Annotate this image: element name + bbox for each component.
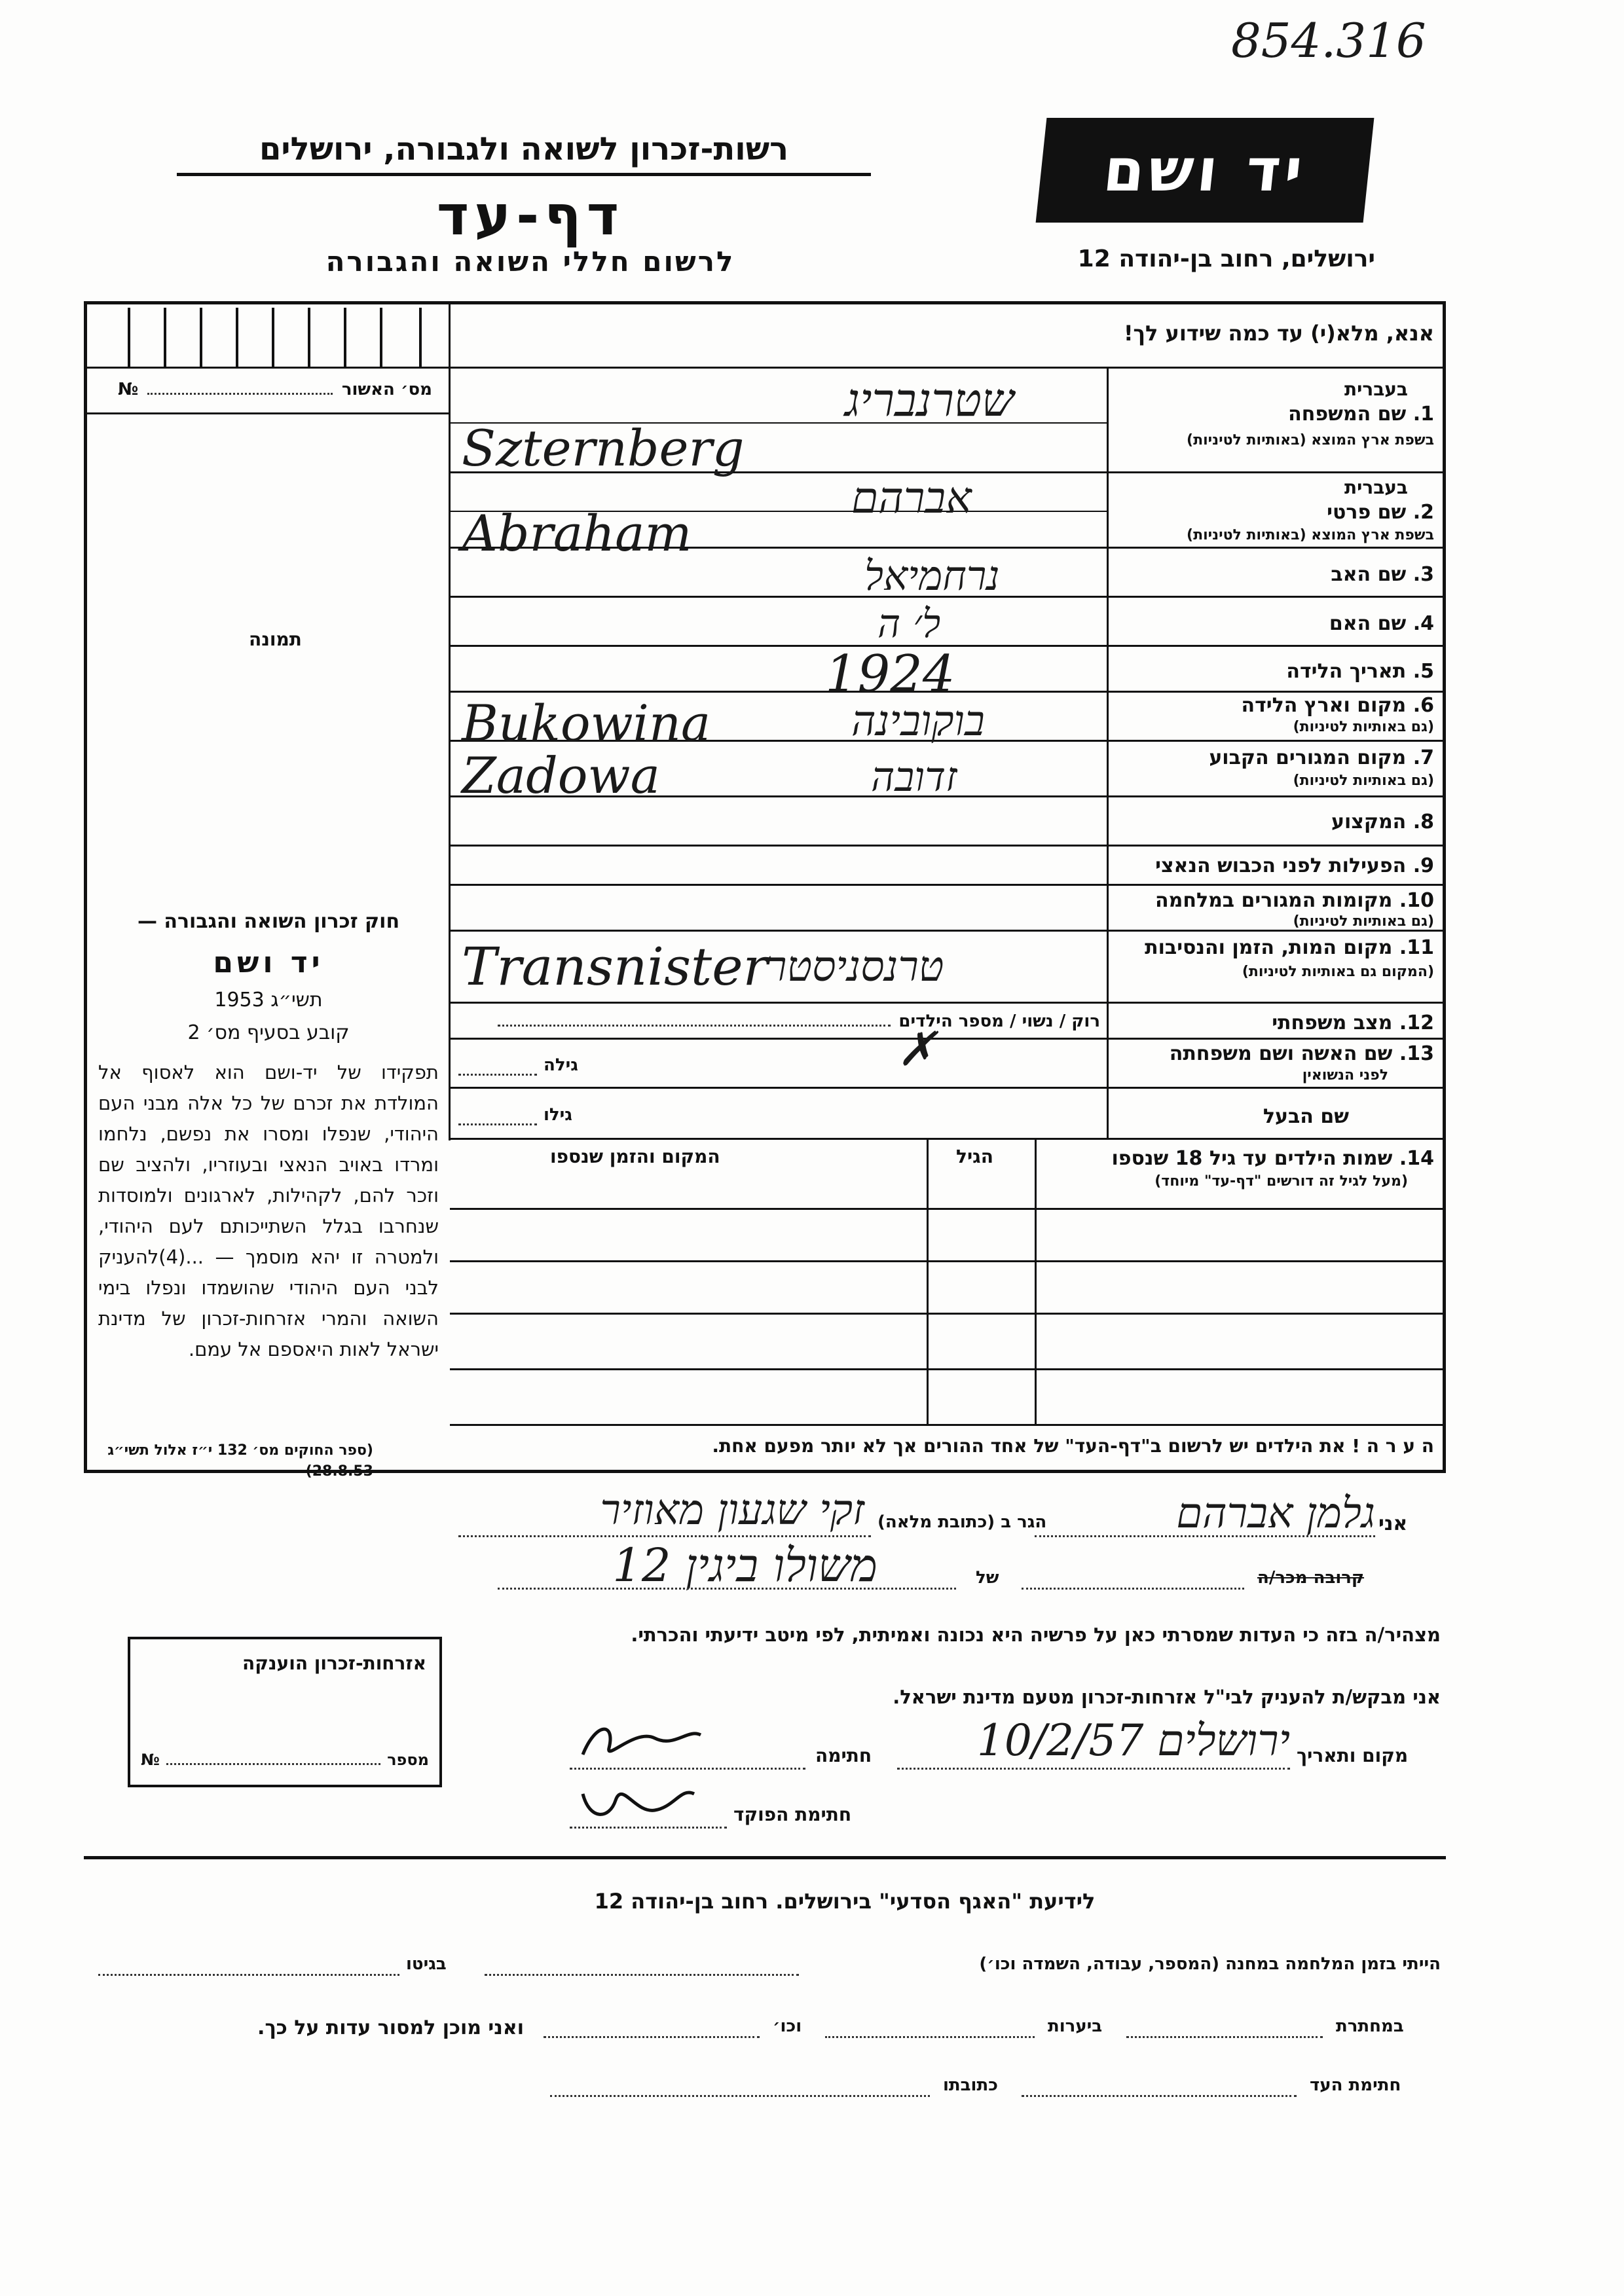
certificate-number-row[interactable] [141,1751,429,1769]
certificate-no-label: № [141,1751,160,1769]
approval-no-label: № [118,380,139,399]
wartime-residence-label: 10. מקומות המגורים במלחמה [1155,889,1434,912]
law-logo [196,943,341,982]
death-note: (המקום גם באותיות לטיניות) [1242,964,1434,980]
footer-address-label: כתובתו [943,2075,998,2095]
husband-age-label: גילו [544,1105,572,1125]
logo-text: יד ושם [1100,136,1310,205]
footer-partisans-label: ביערות [1048,2016,1103,2036]
law-clause: קובע בסעיף מס׳ 2 [187,1021,350,1044]
children-header: 14. שמות הילדים עד גיל 18 שנספו [1111,1147,1434,1170]
mother-name-label: 4. שם האם [1329,612,1434,635]
children-count-dots [498,1013,891,1027]
address-value[interactable]: זקי שגעון מאוזיר [600,1486,864,1535]
declaration-statement: מצהיר/ה בזה כי העדות שמסרתי כאן על פרשיה היא נכונה ואמיתית, לפי מיטב ידיעתי והכרתי. [631,1624,1441,1646]
mother-name-value[interactable]: ל׳ ה [877,601,941,647]
birth-place-hebrew-value[interactable]: בוקובינה [851,697,985,746]
approval-dots [147,380,333,395]
relation-value[interactable]: משולו ביגין 12 [612,1539,877,1592]
birth-place-latin-value[interactable]: Bukowina [462,694,711,752]
death-label: 11. מקום המות, הזמן והנסיבות [1145,936,1434,959]
certificate-number-dots [166,1753,380,1765]
footer-address-dots [550,2095,930,2097]
law-logo-text: יד ושם [213,945,324,979]
footer-underground-label: במחתרת [1336,2016,1404,2036]
hebrew-label-1: בעברית [1344,378,1408,400]
page-subtitle: לרשום חללי השואה והגבורה [325,246,735,278]
approval-number-field[interactable] [118,380,432,399]
officer-signature-mark [576,1774,707,1827]
law-body: תפקידו של יד-ושם הוא לאסוף אל המולדת את זכרם של כל אלה מבני העם היהודי, שנפלו ומסרו את נפשם, נלחמו ומרדו באויב הנאצי ובעוזריו, ולהציב שם וזכר להם, לקהילות, לארגונים ולמוסדות שנחרבו בגלל השתייכותם לעם היהודי, ולמטרה זו יהא מוסמך — ...(4)להעניק לבני העם היהודי שהושמדו ונפלו בימי השואה והמרי אזרחות-זכרון של מדינת ישראל לאות היאספם אל עמם. [98,1061,439,1360]
footer-camp-label: הייתי בזמן המלחמה במחנה (המספר, עבודה, השמדה וכו׳) [979,1954,1441,1974]
children-note: ה ע ר ה ! את הילדים יש לרשום ב"דף-העד" של אחד ההורים אך לא יותר מפעם אחת. [712,1435,1434,1457]
wife-age-dots [458,1074,537,1076]
family-name-latin-value[interactable]: Szternberg [462,419,745,477]
family-status-options-text: רוק / נשוי / מספר הילדים [898,1011,1100,1031]
husband-name-label: שם הבעל [1263,1105,1349,1128]
footer-camp-dots [485,1974,799,1976]
footer-title: לידיעת "האגף הסדעי" בירושלים. רחוב בן-יהודה 12 [594,1889,1096,1914]
footer-witness-signature-dots [1022,2095,1297,2097]
family-status-options[interactable] [498,1011,1100,1031]
residence-note: (גם באותיות לטיניות) [1293,773,1434,789]
wife-name-label: 13. שם האשה ושם משפחתה [1169,1042,1434,1065]
footer-partisans-dots [825,2036,1035,2038]
birth-place-label: 6. מקום וארץ הלידה [1241,694,1434,717]
footer-etc-label: וכו׳ [773,2016,802,2036]
certificate-box [128,1637,442,1787]
first-name-origin-note: בשפת ארץ המוצא (באותיות לטיניות) [1187,527,1434,543]
authority-heading: רשות-זכרון לשואה ולגבורה, ירושלים [177,131,871,176]
address: ירושלים, רחוב בן-יהודה 12 [1077,246,1375,272]
declarant-name-value[interactable]: גלמן אברהם [1176,1489,1375,1538]
children-header-note: (מעל לגיל זה דורשים "דף-עד" מיוחד) [1154,1173,1408,1190]
father-name-value[interactable]: נרחמיאל [864,552,1000,600]
declarant-label: אני [1378,1512,1408,1535]
footer-underground-dots [1126,2036,1323,2038]
residence-hebrew-value[interactable]: זדובה [871,753,957,801]
husband-age-dots [458,1123,537,1125]
law-title: חוק זכרון השואה והגבורה — [137,910,400,933]
age-column-header: הגיל [956,1146,993,1167]
footer-ghetto-dots [98,1974,399,1976]
wartime-residence-note: (גם באותיות לטיניות) [1293,913,1434,930]
residence-label: 7. מקום המגורים הקבוע [1209,746,1434,769]
of-label: של [976,1568,999,1588]
activity-label: 9. הפעילות לפני הכבוש הנאצי [1155,854,1434,877]
family-name-label: 1. שם המשפחה [1288,403,1434,426]
yad-vashem-logo [1036,118,1375,223]
family-status-mark: ✗ [897,1021,937,1076]
family-name-origin-note: בשפת ארץ המוצא (באותיות לטיניות) [1187,432,1434,448]
birth-place-note: (גם באותיות לטיניות) [1293,719,1434,735]
place-date-value[interactable]: ירושלים 10/2/57 [976,1715,1290,1766]
law-year: תשי״ג 1953 [214,989,323,1011]
address-dots [458,1535,871,1537]
footer-etc-dots [544,2036,760,2038]
family-name-hebrew-value[interactable]: שטרנבריג [845,373,1014,427]
relation-value-dots [498,1588,956,1590]
page-title: דף-עד [436,183,625,247]
first-name-latin-value[interactable]: Abraham [462,504,692,562]
place-column-header: המקום והזמן שנספו [550,1146,720,1167]
footer-witness-signature-label: חתימת העד [1310,2075,1401,2095]
certificate-title: אזרחות-זכרון הוענקה [242,1652,426,1674]
footer-ready-label: ואני מוכן למסור עדות על כך. [257,2016,524,2039]
hebrew-label-2: בעברית [1344,477,1408,498]
birth-date-value[interactable]: 1924 [825,645,955,704]
father-name-label: 3. שם האב [1331,563,1434,586]
declarant-name-dots [1035,1535,1375,1537]
death-latin-value[interactable]: Transnister [462,936,768,997]
relation-dots [1022,1588,1244,1590]
wife-name-sub: לפני הנשואין [1302,1067,1388,1084]
place-date-dots [897,1768,1290,1770]
birth-date-label: 5. תאריך הלידה [1286,660,1434,683]
intro-text: אנא, מלא(י) עד כמה שידוע לך! [1123,321,1434,346]
residence-latin-value[interactable]: Zadowa [462,746,660,805]
officer-signature-label: חתימת הפוקד [733,1804,852,1825]
wife-age-label: גילה [544,1055,578,1075]
first-name-hebrew-value[interactable]: אברהם [851,473,972,523]
family-status-label: 12. מצב משפחתי [1272,1011,1434,1034]
footer-ghetto-label: בגיטו [406,1954,447,1974]
declaration-request: אני מבקש/ת להעניק לבי"ל אזרחות-זכרון מטעם מדינת ישראל. [893,1686,1441,1708]
signature-mark [576,1715,707,1768]
signature-label: חתימה [815,1745,872,1766]
profession-label: 8. המקצוע [1331,811,1434,833]
certificate-number-label: מספר [387,1751,429,1769]
resident-label: הגר ב (כתובת מלאה) [877,1512,1047,1532]
signature-dots [570,1768,805,1770]
approval-label: מס׳ האשור [341,380,432,399]
officer-signature-dots [570,1827,727,1829]
death-hebrew-value[interactable]: טרנסניסטר [766,943,944,991]
archive-number: 854.316 [1231,13,1426,68]
law-citation: (ספר החוקים מס׳ 132 י״ז אלול תשי״ג 28.8.53) [107,1442,373,1480]
relation-label: קרובה מכר/ה [1257,1568,1365,1588]
place-date-label: מקום ותאריך [1297,1745,1409,1766]
first-name-label: 2. שם פרטי [1327,501,1434,524]
photo-label: תמונה [249,629,302,650]
